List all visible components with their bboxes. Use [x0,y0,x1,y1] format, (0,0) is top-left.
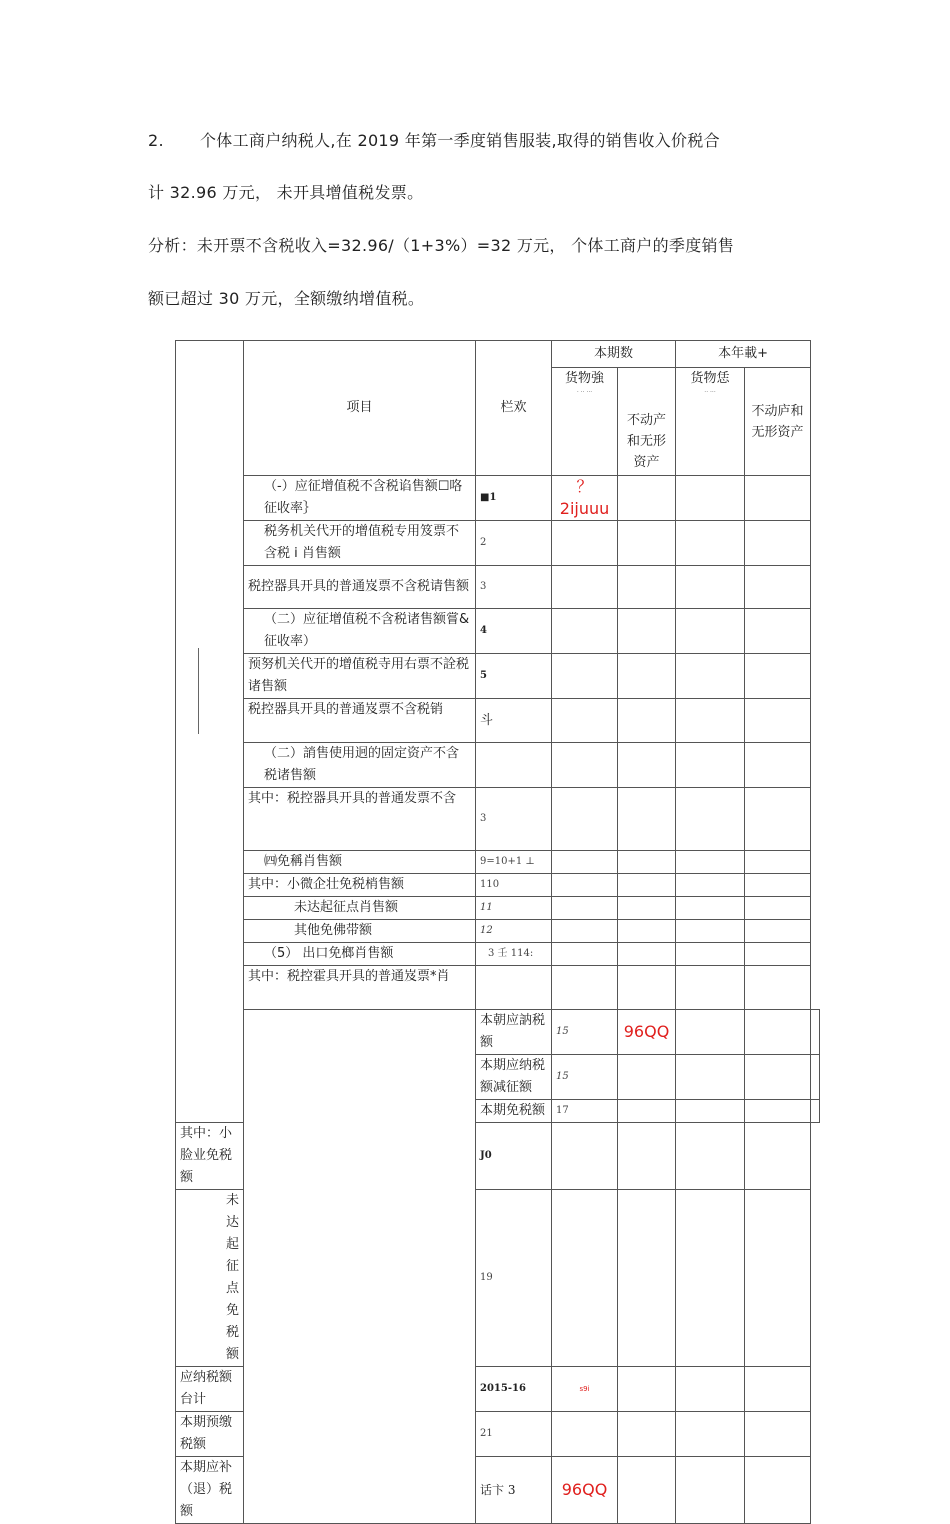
row-column: 15 [552,1055,618,1100]
vat-return-table [175,340,820,1524]
row-column: 2 [476,521,552,566]
header-item: 项目 [244,341,476,476]
row-item: 税控器具开具的普通岌票不含税请售额 [244,566,476,609]
red-annotation: 96QQ [618,1010,676,1055]
row-column: 话卞 3 [476,1457,552,1524]
paragraph-1-text: 个体工商户纳税人,在 2019 年第一季度销售服装,取得的销售收入价税合 [200,131,720,150]
row-item: （5） 出口免榔肖售额 [244,943,476,966]
row-item: 本期应补（退）税额 [176,1457,244,1524]
row-column: J0 [476,1123,552,1190]
row-column: 3 [476,566,552,609]
row-item: （二）应征增值税不含税诸售额嘗&征收率） [244,609,476,654]
analysis-paragraph: 分析：未开票不含税收入=32.96/（1+3%）=32 万元， 个体工商户的季度销售 [148,236,735,255]
row-item: 本期免税额 [476,1100,552,1123]
row-column [476,743,552,788]
side-column-bottom [244,1010,476,1524]
row-item: 其中：税控霍具开具的普通岌票*肖 [244,966,476,1010]
row-item: 税务机关代开的增值税专用笈票不含税 i 肖售额 [244,521,476,566]
header-current-period: 本期数 [552,341,676,368]
row-item: 应纳税额台计 [176,1367,244,1412]
row-item: 本期应纳税额减征额 [476,1055,552,1100]
row-item: 其他免佛带额 [244,920,476,943]
row-item: 其中：小微企壮免税梢售额 [244,874,476,897]
paragraph-2: 计 32.96 万元， 未开具增值税发票。 [148,183,424,202]
row-item: 本朝应訥税额 [476,1010,552,1055]
row-column: 斗 [476,699,552,743]
row-item: 其中：小脸业免税额 [176,1123,244,1190]
row-column: 11 [476,897,552,920]
row-column: 3 壬 114: [476,943,552,966]
side-column-top [176,341,244,1123]
row-column: 5 [476,654,552,699]
row-column: 17 [552,1100,618,1123]
red-annotation: ？ 2ijuuu [552,476,618,521]
row-column: 2015-16 [476,1367,552,1412]
row-column [476,966,552,1010]
header-column: 栏欢 [476,341,552,476]
row-column: 21 [476,1412,552,1457]
row-item: 未达起征点肖售额 [244,897,476,920]
red-annotation-small: s9i [552,1367,618,1412]
row-column: 4 [476,609,552,654]
row-column: 19 [476,1190,552,1367]
header-goods-2: 货物恁 ·· ··· [676,368,745,476]
header-realestate-2: 不动庐和无形资产 [745,368,811,476]
row-item: 税控器具开具的普通岌票不含税销 [244,699,476,743]
paragraph-4: 额已超过 30 万元，全额缴纳增值税。 [148,289,425,308]
row-column: 3 [476,788,552,851]
row-column: 12 [476,920,552,943]
row-item: 未达起征点免税额 [176,1190,244,1367]
row-item: 本期预缴税额 [176,1412,244,1457]
header-year-total: 本年載+ [676,341,811,368]
side-margin-line [198,648,199,734]
header-goods-1: 货物強 · ·· ··· [552,368,618,476]
row-column: 110 [476,874,552,897]
row-column: 15 [552,1010,618,1055]
row-item: ㈣免稱肖售额 [244,851,476,874]
row-item: 预努机关代开的增值税寺用右票不詮税诸售额 [244,654,476,699]
paragraph-1 [148,128,720,151]
red-annotation: 96QQ [552,1457,618,1524]
header-realestate-1: 不动产和无形资产 [618,368,676,476]
item-number: 2. [148,131,164,150]
row-item: （-）应征增值税不含税谄售额☐咯征收率｝ [244,476,476,521]
row-item: 其中：税控器具开具的普通发票不含 [244,788,476,851]
row-item: （二）誚售使用迥的固定资产不含税诸售额 [244,743,476,788]
row-column: ■1 [476,476,552,521]
row-column: 9=10+1 ⊥ [476,851,552,874]
